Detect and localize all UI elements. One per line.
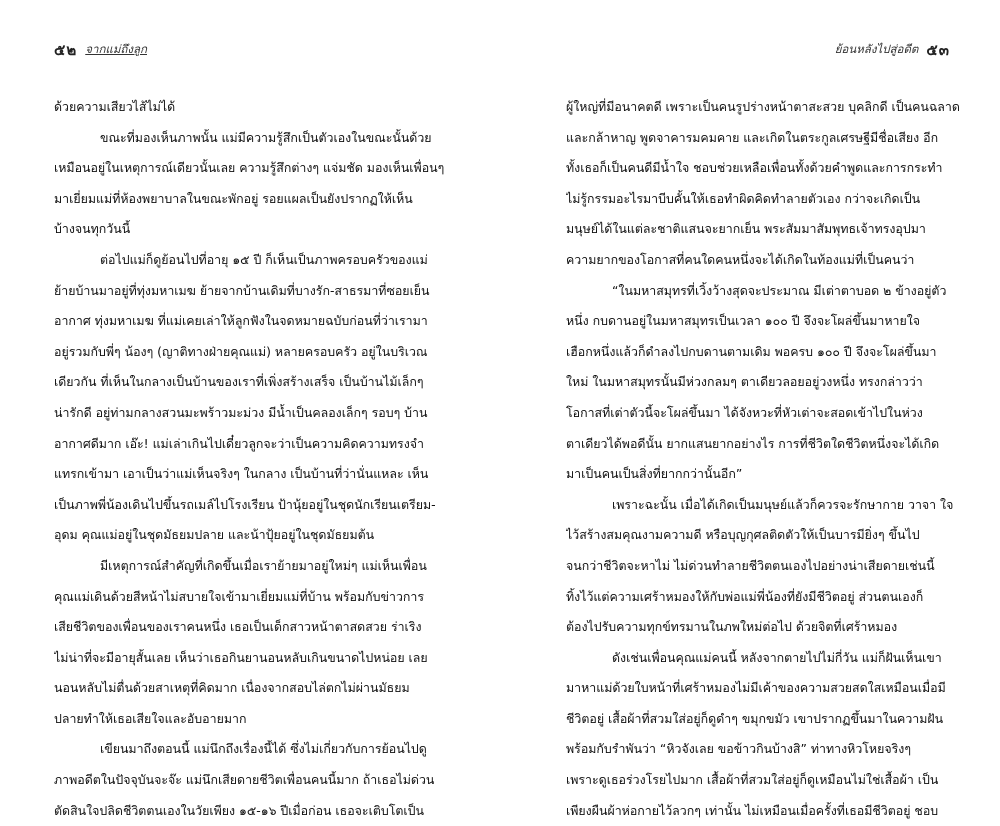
- text-line: มาเยี่ยมแม่ที่ห้องพยาบาลในขณะพักอยู่ รอยแผลเป็นยังปรากฏให้เห็น: [54, 190, 413, 206]
- text-line: เฮือกหนึ่งแล้วก็ดำลงไปกบดานตามเดิม พอครบ ๑๐๐ ปี จึงจะโผล่ขึ้นมา: [566, 343, 937, 359]
- right-body-text: [566, 92, 970, 826]
- text-line: อุดม คุณแม่อยู่ในชุดมัธยมปลาย และน้าปุ้ยอยู่ในชุดมัธยมต้น: [54, 527, 375, 543]
- right-page: [500, 0, 1000, 818]
- text-line: ปลายทำให้เธอเสียใจและอับอายมาก: [54, 710, 247, 726]
- text-line: มนุษย์ได้ในแต่ละชาติแสนจะยากเย็น พระสัมมาสัมพุทธเจ้าทรงอุปมา: [566, 221, 926, 237]
- text-line: ดังเช่นเพื่อนคุณแม่คนนี้ หลังจากตายไปไม่กี่วัน แม่ก็ฝันเห็นเขา: [612, 649, 942, 665]
- left-body-text: [54, 92, 468, 826]
- text-line: ขณะที่มองเห็นภาพนั้น แม่มีความรู้สึกเป็นตัวเองในขณะนั้นด้วย: [100, 129, 432, 145]
- text-line: น่ารักดี อยู่ท่ามกลางสวนมะพร้าวมะม่วง มีน้ำเป็นคลองเล็กๆ รอบๆ บ้าน: [54, 404, 428, 420]
- text-line: เพราะดูเธอร่วงโรยไปมาก เสื้อผ้าที่สวมใส่อยู่ก็ดูเหมือนไม่ใช่เสื้อผ้า เป็น: [566, 772, 939, 788]
- text-line: ต่อไปแม่ก็ดูย้อนไปที่อายุ ๑๕ ปี ก็เห็นเป็นภาพครอบครัวของแม่: [100, 251, 428, 267]
- text-line: อากาศดีมาก เอ๊ะ! แม่เล่าเกินไปเดี๋ยวลูกจะว่าเป็นความคิดความทรงจำ: [54, 435, 424, 451]
- left-page-number: ๕๒: [54, 41, 78, 59]
- text-line: แทรกเข้ามา เอาเป็นว่าแม่เห็นจริงๆ ในกลาง เป็นบ้านที่ว่านั่นแหละ เห็น: [54, 466, 429, 482]
- left-page: [0, 0, 500, 818]
- text-line: ผู้ใหญ่ที่มีอนาคตดี เพราะเป็นคนรูปร่างหน้าตาสะสวย บุคลิกดี เป็นคนฉลาด: [566, 99, 960, 114]
- right-page-number: ๕๓: [926, 41, 950, 59]
- text-line: ทั้งเธอก็เป็นคนดีมีน้ำใจ ชอบช่วยเหลือเพื่อนทั้งด้วยคำพูดและการกระทำ: [566, 160, 943, 176]
- text-line: เขียนมาถึงตอนนี้ แม่นึกถึงเรื่องนี้ได้ ซึ่งไม่เกี่ยวกับการย้อนไปดู: [100, 741, 427, 757]
- text-line: “ในมหาสมุทรที่เวิ้งว้างสุดจะประมาณ มีเต่าตาบอด ๒ ข้างอยู่ตัว: [612, 282, 947, 298]
- text-line: ภาพอดีตในปัจจุบันจะจ๊ะ แม่นึกเสียดายชีวิตเพื่อนคนนี้มาก ถ้าเธอไม่ด่วน: [54, 772, 435, 788]
- right-running-title: ย้อนหลังไปสู่อดีต: [834, 42, 919, 56]
- text-line: เดียวกัน ที่เห็นในกลางเป็นบ้านของเราที่เพิ่งสร้างเสร็จ เป็นบ้านไม้เล็กๆ: [54, 374, 424, 390]
- text-line: มีเหตุการณ์สำคัญที่เกิดขึ้นเมื่อเราย้ายมาอยู่ใหม่ๆ แม่เห็นเพื่อน: [100, 557, 427, 573]
- text-line: มาหาแม่ด้วยใบหน้าที่เศร้าหมองไม่มีเค้าของความสวยสดใสเหมือนเมื่อมี: [566, 680, 946, 696]
- text-line: เสียชีวิตของเพื่อนของเราคนหนึ่ง เธอเป็นเด็กสาวหน้าตาสดสวย ร่าเริง: [54, 619, 422, 635]
- text-line: เหมือนอยู่ในเหตุการณ์เดียวนั้นเลย ความรู้สึกต่างๆ แจ่มชัด มองเห็นเพื่อนๆ: [54, 160, 445, 176]
- left-page-header: [54, 40, 147, 60]
- text-line: ใหม่ ในมหาสมุทรนั้นมีห่วงกลมๆ ตาเดียวลอยอยู่วงหนึ่ง ทรงกล่าวว่า: [566, 374, 923, 390]
- text-line: ต้องไปรับความทุกข์ทรมานในภพใหม่ต่อไป ด้วยจิตที่เศร้าหมอง: [566, 619, 898, 635]
- text-line: นอนหลับไม่ตื่นด้วยสาเหตุที่คิดมาก เนื่องจากสอบไล่ตกไม่ผ่านมัธยม: [54, 680, 410, 696]
- text-line: ตัดสินใจปลิดชีวิตตนเองในวัยเพียง ๑๕-๑๖ ปีเมื่อก่อน เธอจะเติบโตเป็น: [54, 802, 425, 818]
- text-line: ไว้สร้างสมคุณงามความดี หรือบุญกุศลติดตัวให้เป็นบารมียิ่งๆ ขึ้นไป: [566, 527, 920, 543]
- left-running-title: จากแม่ถึงลูก: [85, 42, 147, 56]
- text-line: อากาศ ทุ่งมหาเมฆ ที่แม่เคยเล่าให้ลูกฟังในจดหมายฉบับก่อนที่ว่าเรามา: [54, 313, 428, 329]
- text-line: และกล้าหาญ พูดจาคารมคมคาย และเกิดในตระกูลเศรษฐีมีชื่อเสียง อีก: [566, 129, 939, 145]
- text-line: ด้วยความเสียวไส้ไม่ได้: [54, 99, 176, 114]
- text-line: ไม่น่าที่จะมีอายุสั้นเลย เห็นว่าเธอกินยานอนหลับเกินขนาดไปหน่อย เลย: [54, 649, 428, 665]
- text-line: เพียงผืนผ้าห่อกายไว้ลวกๆ เท่านั้น ไม่เหมือนเมื่อครั้งที่เธอมีชีวิตอยู่ ชอบ: [566, 802, 939, 818]
- text-line: ความยากของโอกาสที่คนใดคนหนึ่งจะได้เกิดในท้องแม่ที่เป็นคนว่า: [566, 251, 915, 267]
- text-line: หนึ่ง กบดานอยู่ในมหาสมุทรเป็นเวลา ๑๐๐ ปี จึงจะโผล่ขึ้นมาหายใจ: [566, 313, 921, 329]
- text-line: พร้อมกับรำพันว่า “หิวจังเลย ขอข้าวกินบ้างสิ” ท่าทางหิวโหยจริงๆ: [566, 741, 911, 757]
- text-line: บ้างจนทุกวันนี้: [54, 221, 131, 237]
- text-line: ทิ้งไว้แต่ความเศร้าหมองให้กับพ่อแม่พี่น้องที่ยังมีชีวิตอยู่ ส่วนตนเองก็: [566, 588, 924, 604]
- text-line: เป็นภาพพี่น้องเดินไปขึ้นรถเมล์ไปโรงเรียน ป้านุ้ยอยู่ในชุดนักเรียนเตรียม-: [54, 496, 436, 512]
- text-line: คุณแม่เดินด้วยสีหน้าไม่สบายใจเข้ามาเยี่ยมแม่ที่บ้าน พร้อมกับข่าวการ: [54, 588, 425, 604]
- right-page-header: [835, 40, 950, 60]
- text-line: จนกว่าชีวิตจะหาไม่ ไม่ด่วนทำลายชีวิตตนเองไปอย่างน่าเสียดายเช่นนี้: [566, 557, 935, 573]
- text-line: โอกาสที่เต่าตัวนี้จะโผล่ขึ้นมา ได้จังหวะที่หัวเต่าจะสอดเข้าไปในห่วง: [566, 404, 923, 420]
- text-line: ชีวิตอยู่ เสื้อผ้าที่สวมใส่อยู่ก็ดูดำๆ ขมุกขมัว เขาปรากฏขึ้นมาในความฝัน: [566, 710, 944, 726]
- text-line: ไม่รู้กรรมอะไรมาบีบคั้นให้เธอทำผิดคิดทำลายตัวเอง กว่าจะเกิดเป็น: [566, 190, 921, 206]
- text-line: อยู่รวมกับพี่ๆ น้องๆ (ญาติทางฝ่ายคุณแม่) หลายครอบครัว อยู่ในบริเวณ: [54, 343, 428, 359]
- text-line: ย้ายบ้านมาอยู่ที่ทุ่งมหาเมฆ ย้ายจากบ้านเดิมที่บางรัก-สาธรมาที่ซอยเย็น: [54, 282, 430, 298]
- text-line: มาเป็นคนเป็นสิ่งที่ยากกว่านั้นอีก”: [566, 466, 743, 482]
- text-line: เพราะฉะนั้น เมื่อได้เกิดเป็นมนุษย์แล้วก็ควรจะรักษากาย วาจา ใจ: [612, 496, 954, 512]
- text-line: ตาเดียวได้พอดีนั้น ยากแสนยากอย่างไร การที่ชีวิตใดชีวิตหนึ่งจะได้เกิด: [566, 435, 940, 451]
